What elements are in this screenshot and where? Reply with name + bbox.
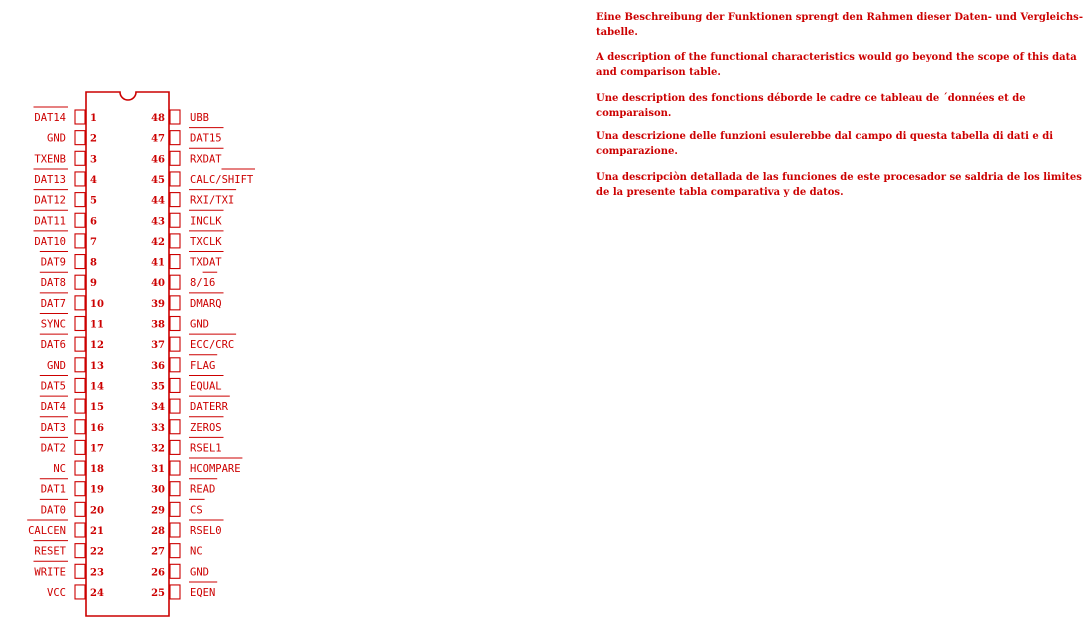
pin-25-label: EQEN: [190, 586, 216, 599]
pin-29-terminal: [170, 502, 180, 516]
pin-41-label: TXDAT: [190, 256, 222, 269]
pin-15-label: DAT4: [40, 401, 66, 414]
ic-package-body: [86, 92, 169, 616]
pin-25-number: 25: [151, 587, 165, 599]
pin-8-label: DAT9: [40, 256, 66, 269]
pin-22-terminal: [75, 544, 85, 558]
pin-21-label: CALCEN: [28, 525, 66, 537]
pin-9-label: DAT8: [40, 277, 66, 290]
pin-40-label: 8/16: [190, 277, 216, 290]
description-german-line2: tabelle.: [596, 27, 638, 38]
pin-42-number: 42: [151, 236, 165, 248]
pin-20-label: DAT0: [40, 504, 66, 517]
description-english: [596, 50, 1077, 80]
pin-21-number: 21: [90, 526, 104, 537]
pin-32-terminal: [170, 440, 180, 454]
description-italian-line2: comparazione.: [596, 146, 678, 157]
pin-30-number: 30: [151, 484, 165, 496]
pin-42-label: TXCLK: [190, 235, 222, 248]
pin-45-number: 45: [151, 174, 165, 186]
pin-28-terminal: [170, 523, 180, 537]
pin-11-number: 11: [90, 319, 104, 331]
pin-9-terminal: [75, 275, 85, 289]
pin-29-number: 29: [151, 505, 165, 517]
pin-37-label: ECC/CRC: [190, 339, 235, 352]
pin-34-number: 34: [151, 402, 165, 414]
pin-48-terminal: [170, 110, 180, 124]
pin-6-label: DAT11: [34, 215, 66, 228]
pin-47-label: DAT15: [190, 132, 222, 145]
pin-17-number: 17: [90, 443, 104, 455]
pin-44-terminal: [170, 193, 180, 207]
pin-1-terminal: [75, 110, 85, 124]
pin-14-label: DAT5: [40, 380, 66, 393]
pin-24-number: 24: [90, 587, 104, 599]
pin-33-label: ZEROS: [190, 421, 222, 434]
pin-31-terminal: [170, 461, 180, 475]
pin-43-label: INCLK: [190, 215, 222, 228]
description-english-line2: and comparison table.: [596, 67, 721, 78]
pin-35-terminal: [170, 378, 180, 392]
pin-13-label: GND: [47, 359, 66, 372]
pin-10-number: 10: [90, 298, 104, 310]
pin-5-terminal: [75, 193, 85, 207]
pin-27-label: NC: [190, 545, 203, 558]
pin-17-label: DAT2: [40, 442, 66, 455]
pin-10-label: DAT7: [40, 297, 66, 310]
pin-2-terminal: [75, 131, 85, 145]
pin-32-label: RSEL1: [190, 442, 222, 455]
pin-41-number: 41: [151, 257, 165, 269]
pin-12-label: DAT6: [40, 339, 66, 352]
pin-32-number: 32: [151, 443, 165, 455]
pin-20-terminal: [75, 502, 85, 516]
pin-24-label: VCC: [47, 586, 66, 599]
pin-23-terminal: [75, 564, 85, 578]
description-italian-line1: Una descrizione delle funzioni esulerebbe dal campo di questa tabella di dati e di: [596, 131, 1054, 142]
pin-20-number: 20: [90, 505, 104, 517]
pin-22-label: RESET: [34, 545, 66, 558]
pin-2-label: GND: [47, 132, 66, 145]
pin-34-label: DATERR: [190, 401, 228, 414]
pin-16-number: 16: [90, 422, 104, 434]
pin-27-terminal: [170, 544, 180, 558]
pin-36-label: FLAG: [190, 359, 216, 372]
pin-7-number: 7: [90, 236, 97, 248]
pin-23-label: WRITE: [34, 566, 66, 579]
description-german-line1: Eine Beschreibung der Funktionen sprengt den Rahmen dieser Daten- und Vergleichs-: [596, 12, 1083, 23]
pin-3-terminal: [75, 151, 85, 165]
description-french-line1: Une description des fonctions déborde le cadre ce tableau de ´données et de: [596, 93, 1026, 104]
pin-43-number: 43: [151, 216, 165, 228]
pin-12-number: 12: [90, 340, 104, 352]
pin-46-terminal: [170, 151, 180, 165]
pin-26-number: 26: [151, 567, 165, 579]
pin-35-label: EQUAL: [190, 380, 222, 393]
pin-28-number: 28: [151, 526, 165, 537]
pin-16-label: DAT3: [40, 421, 66, 434]
pin-4-terminal: [75, 172, 85, 186]
pin-36-terminal: [170, 358, 180, 372]
pin-38-label: GND: [190, 318, 209, 331]
pin-19-terminal: [75, 482, 85, 496]
pin-15-terminal: [75, 399, 85, 413]
pin-39-terminal: [170, 296, 180, 310]
pin-11-label: SYNC: [40, 318, 66, 331]
pin-27-number: 27: [151, 546, 165, 558]
pin-42-terminal: [170, 234, 180, 248]
pin-21-terminal: [75, 523, 85, 537]
pin-31-label: HCOMPARE: [190, 463, 241, 476]
description-spanish-line2: de la presente tabla comparativa y de datos.: [596, 187, 844, 198]
pin-38-number: 38: [151, 319, 165, 331]
pin-4-label: DAT13: [34, 173, 66, 186]
pin-35-number: 35: [151, 381, 165, 393]
pin-28-label: RSEL0: [190, 525, 222, 537]
pin-48-number: 48: [151, 113, 165, 124]
pin-7-label: DAT10: [34, 235, 66, 248]
pin-2-number: 2: [90, 133, 97, 145]
pin-7-terminal: [75, 234, 85, 248]
pin-3-label: TXENB: [34, 153, 66, 166]
pin-12-terminal: [75, 337, 85, 351]
pin-39-label: DMARQ: [190, 297, 222, 310]
pin-19-label: DAT1: [40, 483, 66, 496]
pin-24-terminal: [75, 585, 85, 599]
pin-26-label: GND: [190, 566, 209, 579]
description-panel: [596, 10, 1083, 198]
pin-8-terminal: [75, 255, 85, 269]
pin-4-number: 4: [90, 174, 97, 186]
pin-25-terminal: [170, 585, 180, 599]
pin-44-label: RXI/TXI: [190, 194, 235, 207]
pin-13-terminal: [75, 358, 85, 372]
pin-39-number: 39: [151, 298, 165, 310]
pin-30-label: READ: [190, 483, 216, 496]
pin-45-label: CALC/SHIFT: [190, 173, 254, 186]
pin-16-terminal: [75, 420, 85, 434]
right-pin-column: [151, 110, 255, 599]
pin-45-terminal: [170, 172, 180, 186]
pin-10-terminal: [75, 296, 85, 310]
pin-40-number: 40: [151, 278, 165, 290]
pin-43-terminal: [170, 213, 180, 227]
pin-46-label: RXDAT: [190, 153, 222, 166]
pin-26-terminal: [170, 564, 180, 578]
pin-37-number: 37: [151, 340, 165, 352]
pin-8-number: 8: [90, 257, 97, 269]
pin-14-number: 14: [90, 381, 104, 393]
pin-38-terminal: [170, 317, 180, 331]
pin-1-number: 1: [90, 113, 97, 124]
pin-46-number: 46: [151, 154, 165, 166]
pin-40-terminal: [170, 275, 180, 289]
pin-17-terminal: [75, 440, 85, 454]
pin-1-label: DAT14: [34, 112, 66, 124]
pin-34-terminal: [170, 399, 180, 413]
pin-15-number: 15: [90, 402, 104, 414]
pin-22-number: 22: [90, 546, 104, 558]
pin-3-number: 3: [90, 154, 97, 166]
pin-6-terminal: [75, 213, 85, 227]
pin-36-number: 36: [151, 360, 165, 372]
pin-18-label: NC: [53, 463, 66, 476]
pin-31-number: 31: [151, 464, 165, 476]
pin-30-terminal: [170, 482, 180, 496]
description-italian: [596, 129, 1053, 159]
pin-5-number: 5: [90, 195, 97, 207]
pin-37-terminal: [170, 337, 180, 351]
pin-41-terminal: [170, 255, 180, 269]
pin-44-number: 44: [151, 195, 165, 207]
pin-19-number: 19: [90, 484, 104, 496]
pin-14-terminal: [75, 378, 85, 392]
description-spanish-line1: Una descripciòn detallada de las funciones de este procesador se saldria de los limites: [596, 172, 1082, 183]
pin-47-number: 47: [151, 133, 165, 145]
pin-5-label: DAT12: [34, 194, 66, 207]
description-french-line2: comparaison.: [596, 108, 672, 119]
pin-47-terminal: [170, 131, 180, 145]
pin-11-terminal: [75, 317, 85, 331]
pin-48-label: UBB: [190, 112, 209, 124]
pin-33-number: 33: [151, 422, 165, 434]
pin-23-number: 23: [90, 567, 104, 579]
pin-9-number: 9: [90, 278, 97, 290]
pin-6-number: 6: [90, 216, 97, 228]
description-spanish: [596, 170, 1082, 200]
pin-18-number: 18: [90, 464, 104, 476]
pin-18-terminal: [75, 461, 85, 475]
left-pin-column: [27, 107, 104, 599]
pin-13-number: 13: [90, 360, 104, 372]
pin-29-label: CS: [190, 504, 203, 517]
description-french: [596, 91, 1026, 121]
pin-33-terminal: [170, 420, 180, 434]
description-english-line1: A description of the functional characteristics would go beyond the scope of this data: [596, 52, 1077, 63]
